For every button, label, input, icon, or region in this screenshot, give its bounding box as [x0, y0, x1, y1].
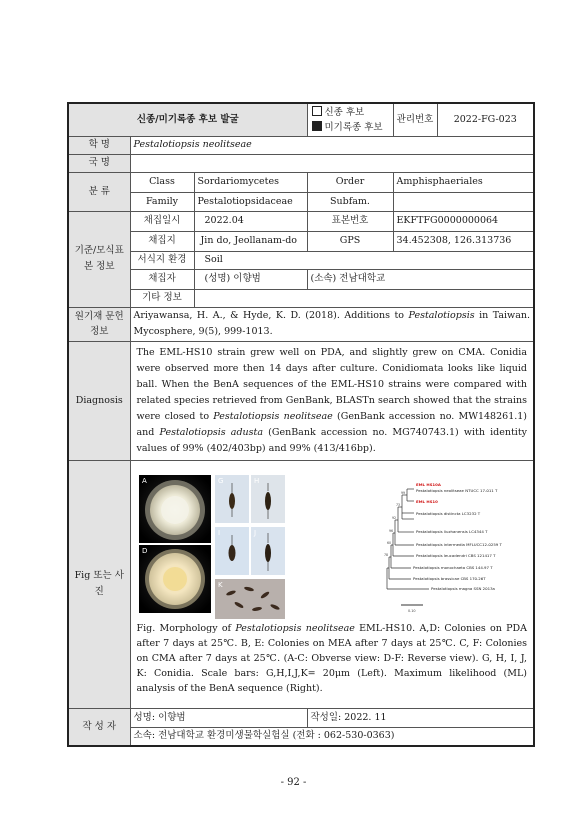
- tree-taxon-8: Pestalotiopsis monochaeta CBS 144.97 T: [412, 564, 493, 570]
- tree-taxon-2: Pestalotiopsis neolitseae NTUCC 17-011 T: [415, 487, 497, 493]
- support-value-6: 78: [383, 552, 388, 557]
- collection-site-value: Jin do, Jeollanam-do: [194, 231, 307, 251]
- support-value-1: 99: [400, 490, 405, 495]
- mgmt-number-value: 2022-FG-023: [437, 103, 534, 136]
- scientific-name-value: Pestalotiopsis neolitseae: [130, 136, 534, 154]
- habitat-label: 서식지 환경: [130, 251, 194, 269]
- order-label: Order: [307, 172, 393, 192]
- specimen-info-label: 기준/모식표본 정보: [68, 211, 130, 307]
- collection-date-value: 2022.04: [194, 211, 307, 231]
- figure-cell: [130, 460, 534, 708]
- collector-label: 채집자: [130, 269, 194, 289]
- panel-letter-g: G: [217, 476, 223, 485]
- class-label: Class: [130, 172, 194, 192]
- collector-name: (성명) 이향범: [194, 269, 307, 289]
- figure-label: Fig 또는 사진: [68, 460, 130, 708]
- support-value-2: 73: [395, 502, 400, 507]
- support-value-5: 60: [386, 540, 391, 545]
- collection-site-label: 채집지: [130, 231, 194, 251]
- support-value-3: 92: [391, 515, 396, 520]
- subfamily-label: Subfam.: [307, 192, 393, 211]
- gps-value: 34.452308, 126.313736: [393, 231, 534, 251]
- tree-taxon-6: Pestalotiopsis intermedia MFLUCC12-0259 T: [415, 541, 502, 547]
- form-title: 신종/미기록종 후보 발굴: [68, 103, 307, 136]
- other-info-value: [194, 289, 534, 307]
- author-name: 성명: 이향범: [130, 708, 307, 727]
- page-number: - 92 -: [280, 777, 307, 788]
- class-value: Sordariomycetes: [194, 172, 307, 192]
- author-label: 작 성 자: [68, 708, 130, 746]
- tree-scale-label: 0.10: [407, 608, 416, 613]
- new-species-option[interactable]: 신종 후보: [312, 105, 390, 120]
- panel-letter-a: A: [141, 476, 147, 485]
- tree-taxon-5: Pestalotiopsis liuzhanensis LC4344 T: [415, 528, 487, 534]
- tree-taxon-4: Pestalotiopsis distincta LC3232 T: [415, 510, 480, 516]
- tree-taxon-9: Pestalotiopsis brassicae CBS 170.26T: [412, 575, 486, 581]
- tree-taxon-3: EML HS10: [415, 498, 438, 504]
- mgmt-number-label: 관리번호: [393, 103, 437, 136]
- other-info-label: 기타 정보: [130, 289, 194, 307]
- unrecorded-species-option[interactable]: 미기록종 후보: [312, 120, 390, 135]
- family-label: Family: [130, 192, 194, 211]
- figure-image: [139, 475, 517, 625]
- phylogenetic-tree: [387, 489, 429, 605]
- reference-label: 원기재 문헌 정보: [68, 307, 130, 341]
- specimen-number-label: 표본번호: [307, 211, 393, 231]
- tree-taxon-7: Pestalotiopsis leucadendri CBS 121417 T: [415, 552, 495, 558]
- author-affiliation: 소속: 전남대학교 환경미생물학실험실 (전화 : 062-530-0363): [130, 727, 534, 746]
- scientific-name-label: 학 명: [68, 136, 130, 154]
- document-form: [67, 102, 533, 747]
- subfamily-value: [393, 192, 534, 211]
- collection-date-label: 채집일시: [130, 211, 194, 231]
- figure-composite: [137, 465, 528, 621]
- checkbox-empty-icon: [312, 106, 322, 116]
- diagnosis-label: Diagnosis: [68, 341, 130, 460]
- gps-label: GPS: [307, 231, 393, 251]
- panel-letter-i: I: [217, 528, 220, 537]
- korean-name-value: [130, 154, 534, 172]
- author-date: 작성일: 2022. 11: [307, 708, 534, 727]
- order-value: Amphisphaeriales: [393, 172, 534, 192]
- candidate-type: [307, 103, 393, 136]
- panel-letter-k: K: [217, 580, 223, 589]
- support-value-4: 96: [388, 528, 393, 533]
- family-value: Pestalotiopsidaceae: [194, 192, 307, 211]
- species-form-table: [67, 102, 535, 747]
- korean-name-label: 국 명: [68, 154, 130, 172]
- tree-taxon-1: EML HS10A: [415, 481, 441, 487]
- tree-taxon-10: Pestalotiopsis magna SSN 2013a: [430, 585, 495, 591]
- classification-label: 분 류: [68, 172, 130, 211]
- habitat-value: Soil: [194, 251, 534, 269]
- panel-letter-h: H: [253, 476, 259, 485]
- photo-k: [215, 579, 285, 619]
- collector-affiliation: (소속) 전남대학교: [307, 269, 534, 289]
- panel-letter-d: D: [141, 546, 147, 555]
- specimen-number-value: EKFTFG0000000064: [393, 211, 534, 231]
- figure-caption: Fig. Morphology of Pestalotiopsis neolitseae EML-HS10. A,D: Colonies on PDA after 7 days at 25℃. B, E: Colonies on MEA after 7 days at 25℃. C, F: Colonies on CMA after 7 days at 25℃. (A-C: Obverse view: D-F: Reverse view). G, H, I, J, K: Conidia. Scale bars: G,H,I,J,K= 20μm (Left). Maximum likelihood (ML) analysis of the BenA sequence (Right).: [136, 622, 527, 694]
- panel-letter-j: J: [253, 528, 256, 537]
- diagnosis-text: The EML-HS10 strain grew well on PDA, and slightly grew on CMA. Conidia were observed more then 14 days after culture. Conidiomata looks like liquid ball. When the BenA sequences of the EML-HS10 strains were compared with related species retrieved from GenBank, BLASTn search showed that the strains were closed to Pestalotiopsis neolitseae (GenBank accession no. MW148261.1) and Pestalotiopsis adusta (GenBank accession no. MG740743.1) with identity values of 99% (402/403bp) and 99% (413/416bp).: [130, 341, 534, 460]
- reference-text: Ariyawansa, H. A., & Hyde, K. D. (2018). Additions to Pestalotiopsis in Taiwan. Mycosphere, 9(5), 999-1013.: [130, 307, 534, 341]
- checkbox-filled-icon: [312, 121, 322, 131]
